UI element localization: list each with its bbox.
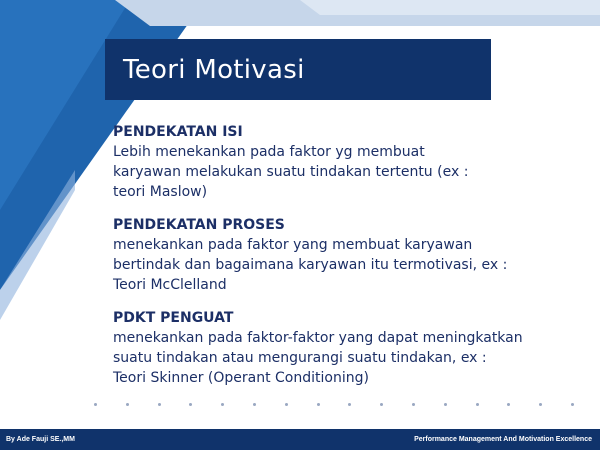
decorative-dot bbox=[571, 403, 574, 406]
section-pendekatan-isi bbox=[113, 122, 593, 202]
section-heading: PENDEKATAN PROSES bbox=[113, 217, 285, 233]
section-text-line: menekankan pada faktor yang membuat karyawan bbox=[113, 237, 473, 253]
decorative-dot bbox=[285, 403, 288, 406]
decorative-dot bbox=[380, 403, 383, 406]
slide-content bbox=[113, 122, 593, 401]
section-heading: PENDEKATAN ISI bbox=[113, 124, 243, 140]
decorative-dot-row bbox=[94, 403, 574, 409]
decorative-dot bbox=[158, 403, 161, 406]
decorative-dot bbox=[444, 403, 447, 406]
title-banner bbox=[105, 39, 491, 100]
decorative-dot bbox=[476, 403, 479, 406]
section-text-line: suatu tindakan atau mengurangi suatu tindakan, ex : bbox=[113, 350, 487, 366]
section-text-line: menekankan pada faktor-faktor yang dapat meningkatkan bbox=[113, 330, 523, 346]
decorative-dot bbox=[221, 403, 224, 406]
decorative-dot bbox=[126, 403, 129, 406]
section-text-line: Lebih menekankan pada faktor yg membuat bbox=[113, 144, 425, 160]
section-heading: PDKT PENGUAT bbox=[113, 310, 234, 326]
slide-title: Teori Motivasi bbox=[123, 54, 305, 85]
section-pendekatan-proses bbox=[113, 215, 593, 295]
section-text-line: Teori Skinner (Operant Conditioning) bbox=[113, 370, 369, 386]
decorative-dot bbox=[412, 403, 415, 406]
footer-course-title: Performance Management And Motivation Excellence bbox=[414, 436, 592, 443]
slide-footer bbox=[0, 429, 600, 450]
decorative-dot bbox=[348, 403, 351, 406]
section-text-line: karyawan melakukan suatu tindakan tertentu (ex : bbox=[113, 164, 469, 180]
decorative-dot bbox=[253, 403, 256, 406]
section-text-line: bertindak dan bagaimana karyawan itu termotivasi, ex : bbox=[113, 257, 508, 273]
decorative-dot bbox=[507, 403, 510, 406]
section-text-line: teori Maslow) bbox=[113, 184, 208, 200]
decorative-dot bbox=[317, 403, 320, 406]
decorative-dot bbox=[94, 403, 97, 406]
footer-author: By Ade Fauji SE.,MM bbox=[6, 436, 75, 443]
section-text-line: Teori McClelland bbox=[113, 277, 227, 293]
decorative-dot bbox=[189, 403, 192, 406]
decorative-dot bbox=[539, 403, 542, 406]
section-pdkt-penguat bbox=[113, 308, 593, 388]
